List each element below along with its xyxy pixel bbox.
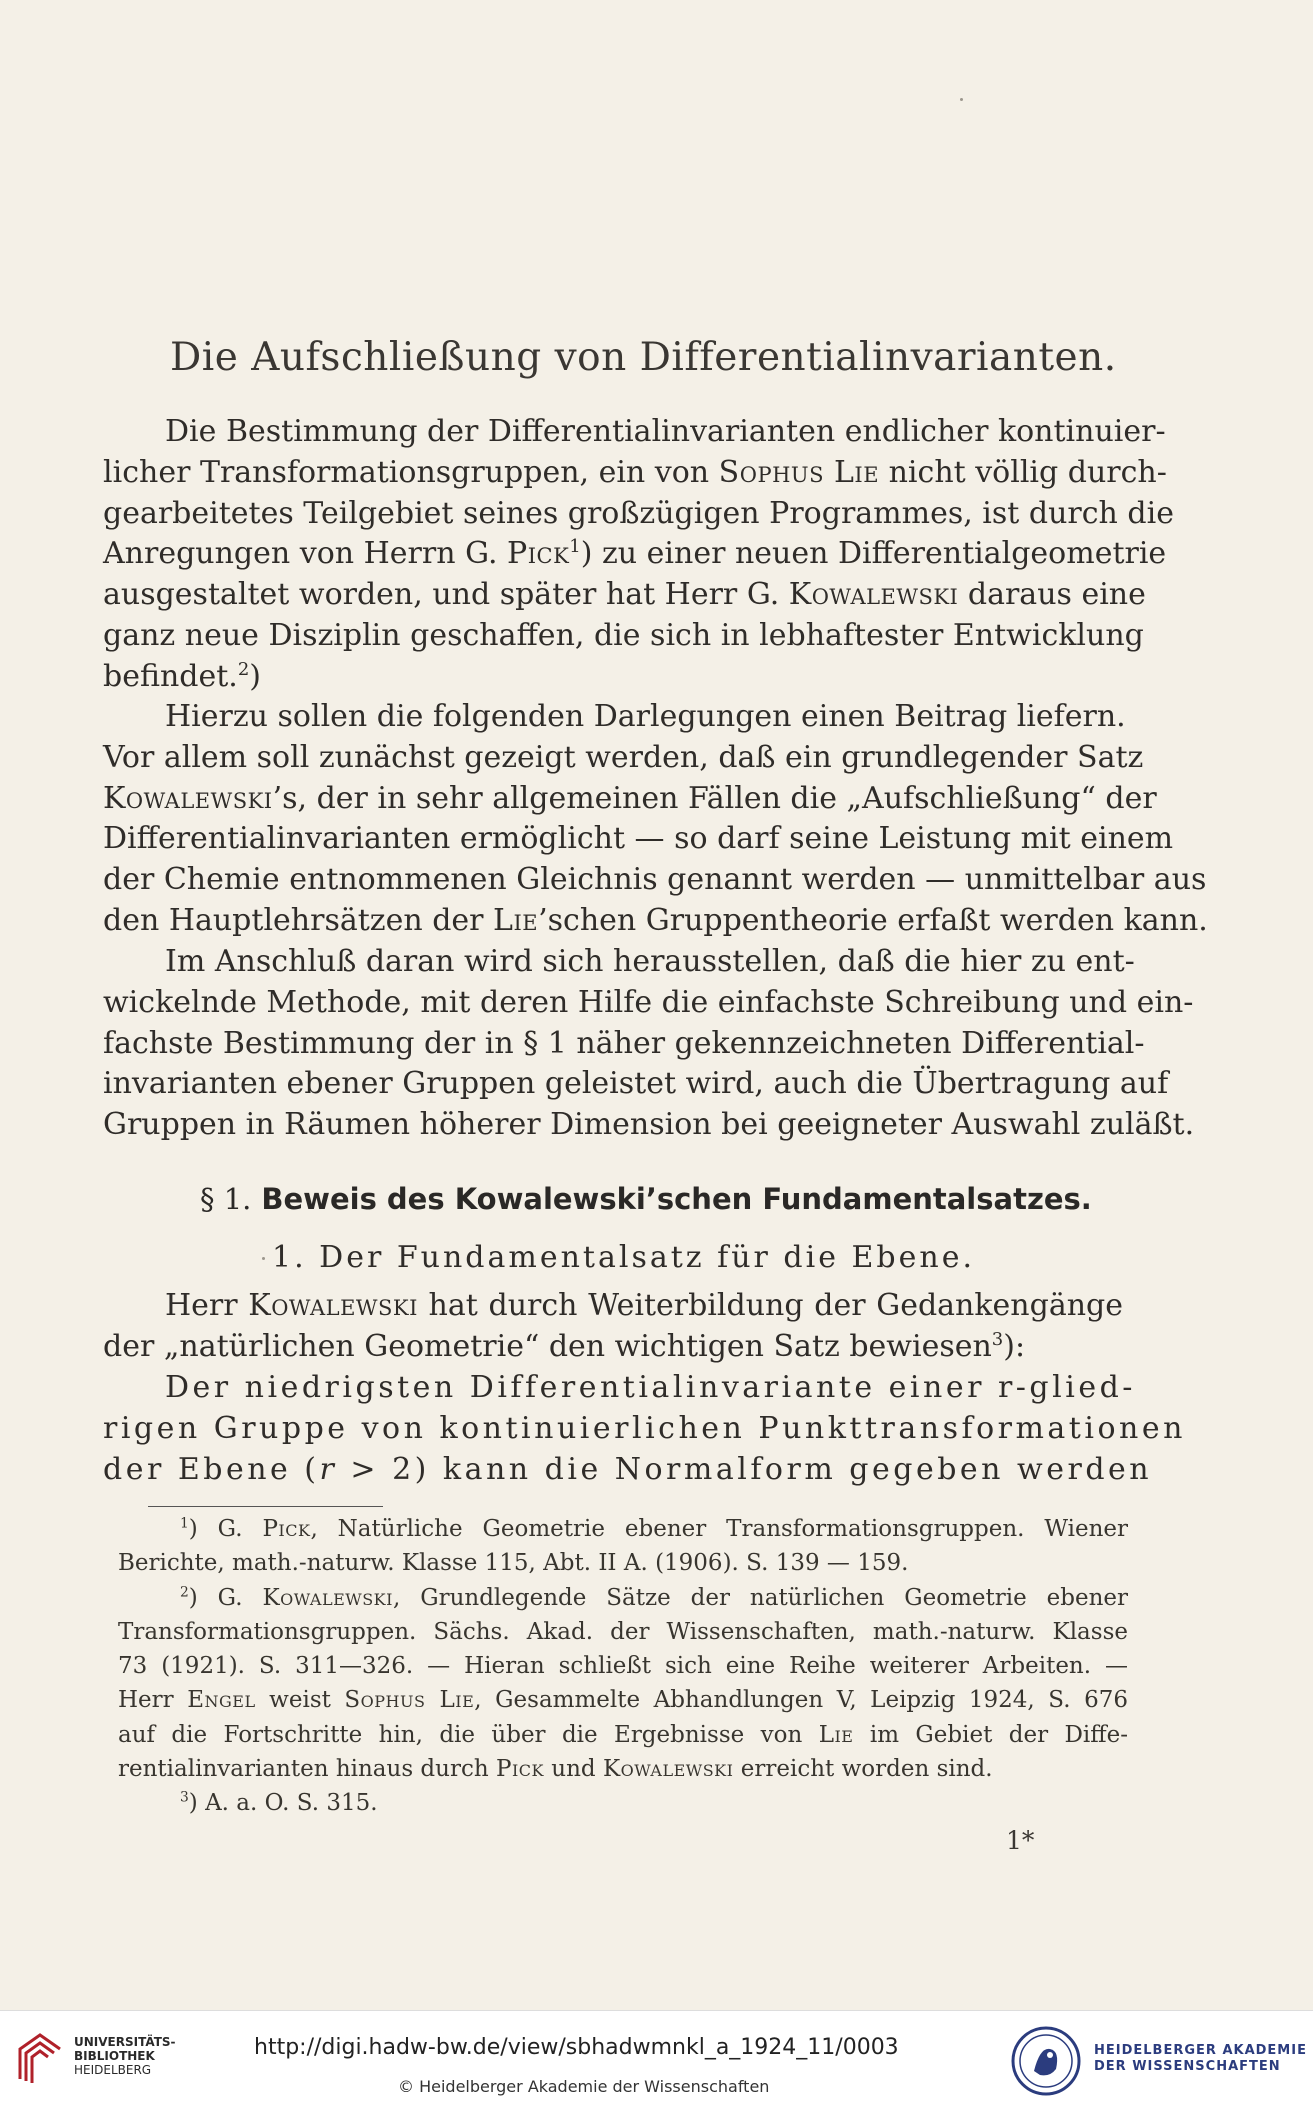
text-line: Vor allem soll zunächst gezeigt werden, daß ein grundlegender Satz: [103, 739, 1144, 775]
text-line: der Chemie entnommenen Gleichnis genannt werden — unmittelbar aus: [103, 862, 1207, 898]
text-line: der „natürlichen Geometrie“ den wichtigen Satz bewiesen$^3$):: [103, 1328, 1026, 1364]
subsection-heading: 1. Der Fundamentalsatz für die Ebene.: [272, 1240, 975, 1275]
footnote-line: 73 (1921). S. 311—326. — Hieran schließt sich eine Reihe weiterer Arbeiten. —: [118, 1653, 1128, 1680]
text-line: wickelnde Methode, mit deren Hilfe die einfachste Schreibung und ein-: [103, 984, 1194, 1020]
academy-name[interactable]: HEIDELBERGER AKADEMIE DER WISSENSCHAFTEN: [1094, 2043, 1307, 2074]
footnote-line: Transformationsgruppen. Sächs. Akad. der Wissenschaften, math.-naturw. Klasse: [118, 1618, 1128, 1645]
footnote-3: $^3$) A. a. O. S. 315.: [180, 1789, 378, 1817]
footnote-line: Herr Engel weist Sophus Lie, Gesammelte Abhandlungen V, Leipzig 1924, S. 676: [118, 1687, 1128, 1714]
text-line: befindet.$^2$): [103, 658, 262, 694]
section-heading: [200, 1182, 1100, 1216]
copyright-notice: © Heidelberger Akademie der Wissenschaften: [398, 2077, 770, 2096]
text-line: den Hauptlehrsätzen der Lie’schen Gruppentheorie erfaßt werden kann.: [103, 902, 1208, 938]
footnote-line: rentialinvarianten hinaus durch Pick und Kowalewski erreicht worden sind.: [118, 1756, 993, 1783]
text-line: Anregungen von Herrn G. Pick$^1$) zu einer neuen Differentialgeometrie: [103, 536, 1167, 572]
text-line: Die Bestimmung der Differentialinvarianten endlicher kontinuier-: [165, 414, 1166, 449]
text-line: ganz neue Disziplin geschaffen, die sich in lebhaftester Entwicklung: [103, 617, 1144, 653]
theorem-statement: [103, 1368, 1186, 1490]
footnote-2: $^2$) G. Kowalewski, Grundlegende Sätze der natürlichen Geometrie ebener: [180, 1583, 1128, 1611]
text-line: gearbeitetes Teilgebiet seines großzügigen Programmes, ist durch die: [103, 495, 1174, 531]
article-title: Die Aufschließung von Differentialinvarianten.: [170, 335, 1117, 380]
permalink-url[interactable]: http://digi.hadw-bw.de/view/sbhadwmnkl_a_1924_11/0003: [254, 2035, 899, 2060]
text-line: rigen Gruppe von kontinuierlichen Punkttransformationen: [103, 1410, 1186, 1446]
footnote-ref: 1: [569, 536, 581, 558]
page-number: 1*: [1006, 1826, 1035, 1855]
author-name: Lie: [493, 902, 539, 938]
text-line: Im Anschluß daran wird sich herausstellen, daß die hier zu ent-: [165, 944, 1135, 979]
scan-speck: [960, 98, 963, 101]
section-title: Beweis des Kowalewski’schen Fundamentalsatzes.: [261, 1182, 1092, 1216]
text-line: Der niedrigsten Differentialinvariante einer r-glied-: [165, 1370, 1136, 1405]
author-name: Kowalewski: [103, 780, 273, 816]
text-line: der Ebene (r > 2) kann die Normalform gegeben werden: [103, 1451, 1153, 1487]
footnotes: [118, 1512, 1128, 1821]
section-number: § 1.: [200, 1182, 252, 1216]
footnote-divider: [148, 1506, 383, 1507]
text-line: invarianten ebener Gruppen geleistet wird, auch die Übertragung auf: [103, 1066, 1169, 1102]
paragraph-2: [103, 697, 1208, 942]
library-logo-icon[interactable]: [14, 2029, 66, 2087]
viewer-footer: [0, 2010, 1313, 2107]
text-line: Hierzu sollen die folgenden Darlegungen einen Beitrag liefern.: [165, 699, 1126, 734]
footnote-ref: 3: [991, 1328, 1004, 1350]
text-line: Herr Kowalewski hat durch Weiterbildung der Gedankengänge: [165, 1288, 1123, 1323]
intro-paragraph: [103, 412, 1174, 698]
footnote-line: Berichte, math.-naturw. Klasse 115, Abt. II A. (1906). S. 139 — 159.: [118, 1550, 909, 1577]
author-name: Pick: [507, 536, 570, 572]
author-name: Kowalewski: [788, 577, 959, 613]
text-line: fachste Bestimmung der in § 1 näher gekennzeichneten Differential-: [103, 1025, 1145, 1061]
text-line: Gruppen in Räumen höherer Dimension bei geeigneter Auswahl zuläßt.: [103, 1107, 1195, 1143]
text-line: ausgestaltet worden, und später hat Herr G. Kowalewski daraus eine: [103, 577, 1146, 613]
author-name: Kowalewski: [248, 1288, 418, 1323]
paragraph-3: [103, 942, 1195, 1146]
footnote-1: $^1$) G. Pick, Natürliche Geometrie ebener Transformationsgruppen. Wiener: [180, 1515, 1128, 1542]
library-name[interactable]: UNIVERSITÄTS- BIBLIOTHEK HEIDELBERG: [74, 2035, 176, 2077]
text-line: Kowalewski’s, der in sehr allgemeinen Fällen die „Aufschließung“ der: [103, 780, 1157, 816]
footnote-line: auf die Fortschritte hin, die über die Ergebnisse von Lie im Gebiet der Diffe-: [118, 1721, 1128, 1748]
paragraph-4: [103, 1286, 1123, 1368]
footnote-ref: 2: [237, 658, 250, 680]
text-line: Differentialinvarianten ermöglicht — so darf seine Leistung mit einem: [103, 821, 1174, 857]
text-line: licher Transformationsgruppen, ein von Sophus Lie nicht völlig durch-: [103, 454, 1167, 490]
scan-speck: [262, 1257, 265, 1260]
academy-seal-icon[interactable]: [1010, 2025, 1082, 2097]
author-name: Sophus Lie: [718, 454, 880, 490]
